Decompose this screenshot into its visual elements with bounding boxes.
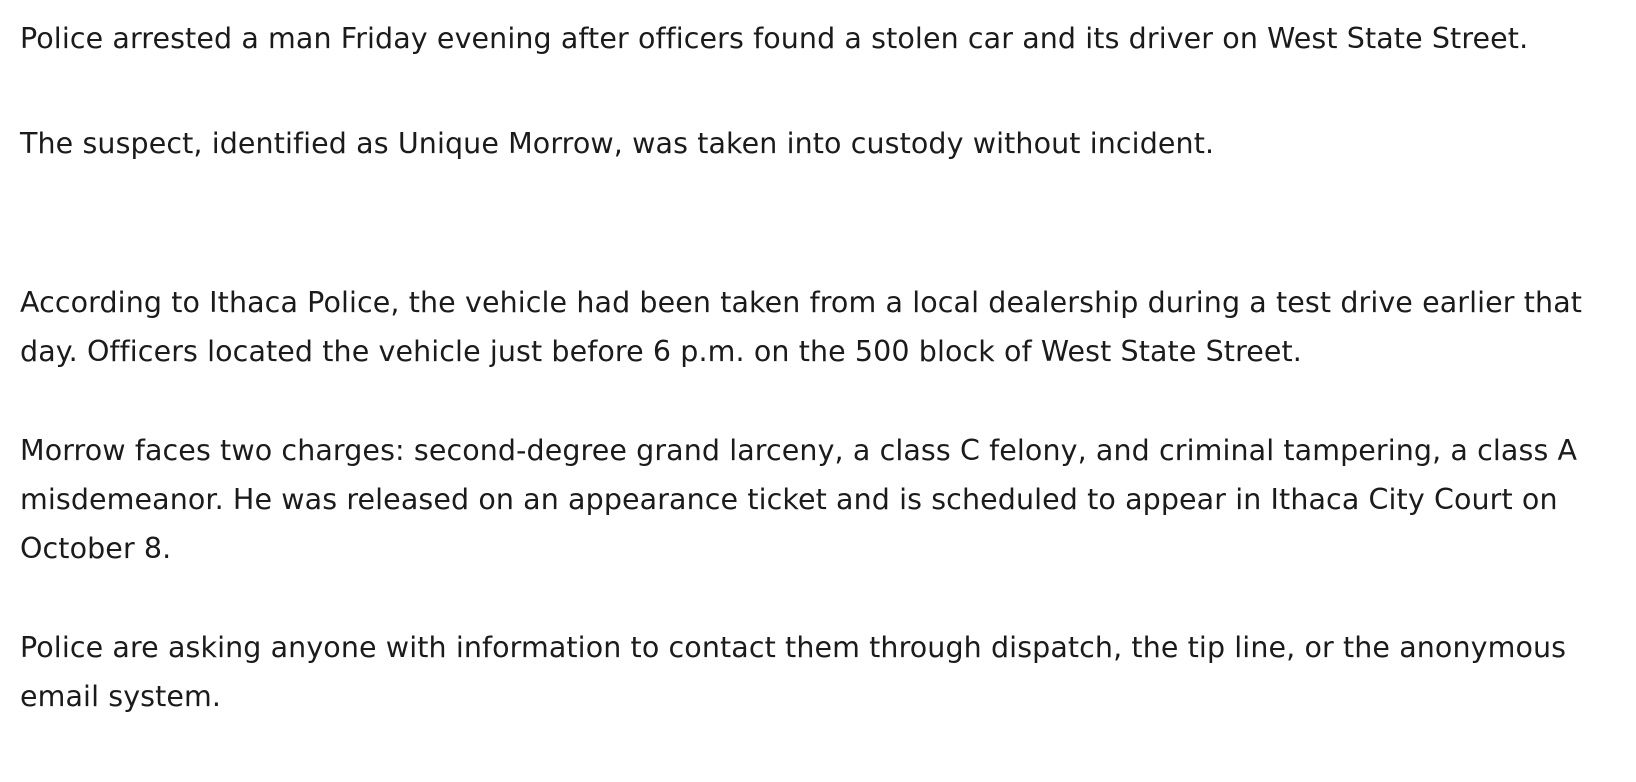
- paragraph-5: Police are asking anyone with information to contact them through dispatch, the tip line, or the anonymous email system.: [20, 631, 1567, 714]
- paragraph-3: According to Ithaca Police, the vehicle had been taken from a local dealership during a test drive earlier that day. Officers located the vehicle just before 6 p.m. on the 500 block of West State Street.: [20, 286, 1583, 369]
- paragraph-spacer-2: [20, 376, 1614, 426]
- paragraph-spacer: [20, 63, 1614, 119]
- section-spacer: [20, 168, 1614, 278]
- paragraph-4: Morrow faces two charges: second-degree grand larceny, a class C felony, and criminal tampering, a class A misdemeanor. He was released on an appearance ticket and is scheduled to appear in Ithaca City Court on October 8.: [20, 434, 1578, 566]
- paragraph-spacer-3: [20, 573, 1614, 623]
- paragraph-1: Police arrested a man Friday evening after officers found a stolen car and its driver on West State Street.: [20, 22, 1529, 55]
- paragraph-2: The suspect, identified as Unique Morrow, was taken into custody without incident.: [20, 127, 1215, 161]
